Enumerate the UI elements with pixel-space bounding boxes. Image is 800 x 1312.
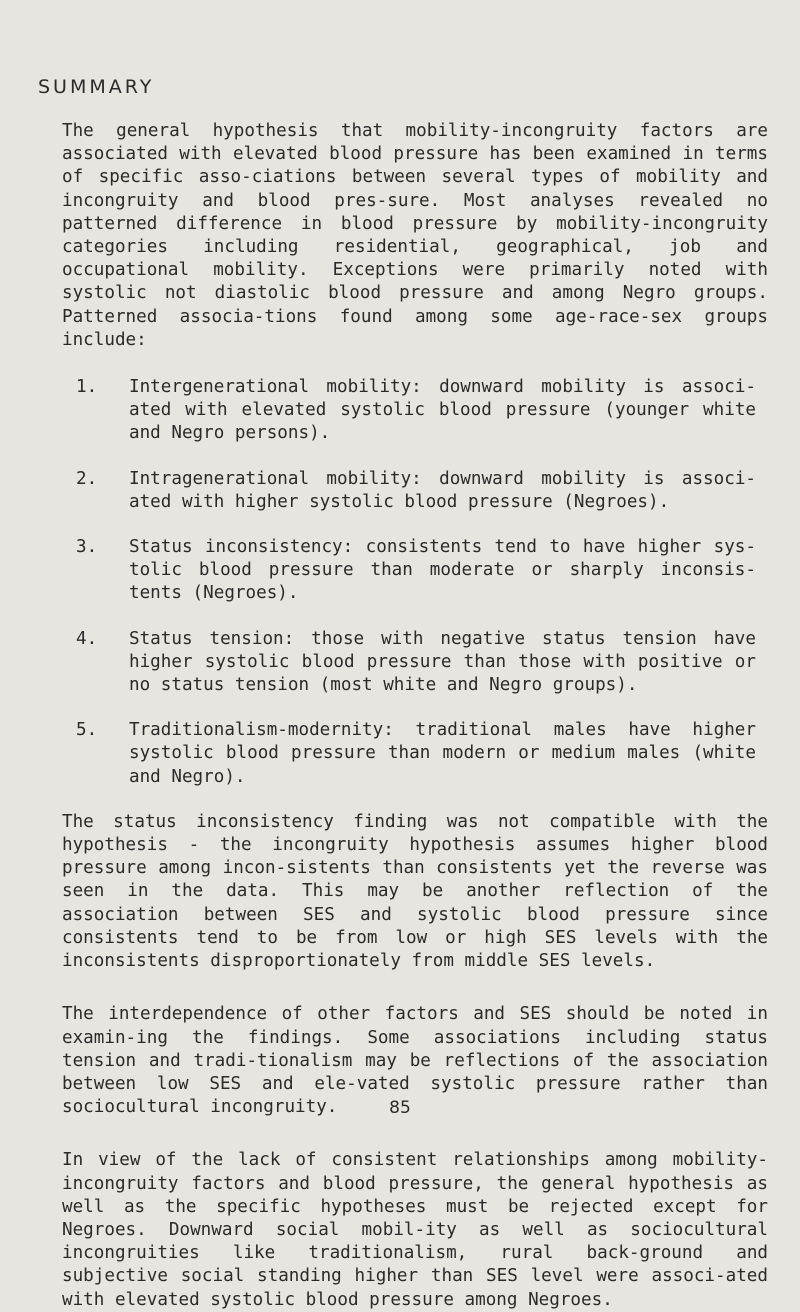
list-item xyxy=(62,536,768,606)
list-item-number: 1. xyxy=(76,377,98,398)
list-item xyxy=(62,628,768,698)
list-item-number: 4. xyxy=(76,628,98,649)
list-item-text: Status inconsistency: consistents tend to have higher sys-tolic blood pressure than moderate or sharply inconsis-tents (Negroes). xyxy=(129,537,756,604)
interdependence-paragraph: The interdependence of other factors and SES should be noted in examin-ing the findings. Some associations including status tension and tradi-tionalism may be reflections of the association between low SES and ele-vated systolic pressure rather than sociocultural incongruity. xyxy=(62,1004,768,1118)
findings-list xyxy=(62,376,768,789)
list-item xyxy=(62,719,768,789)
conclusion-paragraph: In view of the lack of consistent relationships among mobility-incongruity factors and blood pressure, the general hypothesis as well as the specific hypotheses must be rejected except for Negroes. Downward social mobil-ity as well as sociocultural incongruities like traditionalism, rural back-ground and subjective social standing higher than SES level were associ-ated with elevated systolic blood pressure among Negroes. xyxy=(62,1150,768,1310)
section-heading: SUMMARY xyxy=(38,76,155,98)
status-inconsistency-paragraph: The status inconsistency finding was not compatible with the hypothesis - the incongruity hypothesis assumes higher blood pressure among incon-sistents than consistents yet the reverse was seen in the data. This may be another reflection of the association between SES and systolic blood pressure since consistents tend to be from low or high SES levels with the inconsistents disproportionately from middle SES levels. xyxy=(62,811,768,972)
list-item-text: Traditionalism-modernity: traditional males have higher systolic blood pressure than modern or medium males (white and Negro). xyxy=(129,720,756,787)
list-item xyxy=(62,468,768,514)
list-item-number: 3. xyxy=(76,537,98,558)
page-number: 85 xyxy=(389,1098,411,1118)
intro-paragraph: The general hypothesis that mobility-incongruity factors are associated with elevated blood pressure has been examined in terms of specific asso-ciations between several types of mobility and incongruity and blood pres-sure. Most analyses revealed no patterned difference in blood pressure by mobility-incongruity categories including residential, geographical, job and occupational mobility. Exceptions were primarily noted with systolic not diastolic blood pressure and among Negro groups. Patterned associa-tions found among some age-race-sex groups include: xyxy=(62,121,768,350)
document-body xyxy=(62,120,768,1312)
list-item-number: 5. xyxy=(76,720,98,741)
list-item-text: Intragenerational mobility: downward mobility is associ-ated with higher systolic blood pressure (Negroes). xyxy=(129,468,756,512)
list-item-text: Intergenerational mobility: downward mobility is associ-ated with elevated systolic blood pressure (younger white and Negro persons). xyxy=(129,377,756,444)
list-item-number: 2. xyxy=(76,468,98,489)
list-item-text: Status tension: those with negative status tension have higher systolic blood pressure than those with positive or no status tension (most white and Negro groups). xyxy=(129,628,756,696)
list-item xyxy=(62,376,768,446)
